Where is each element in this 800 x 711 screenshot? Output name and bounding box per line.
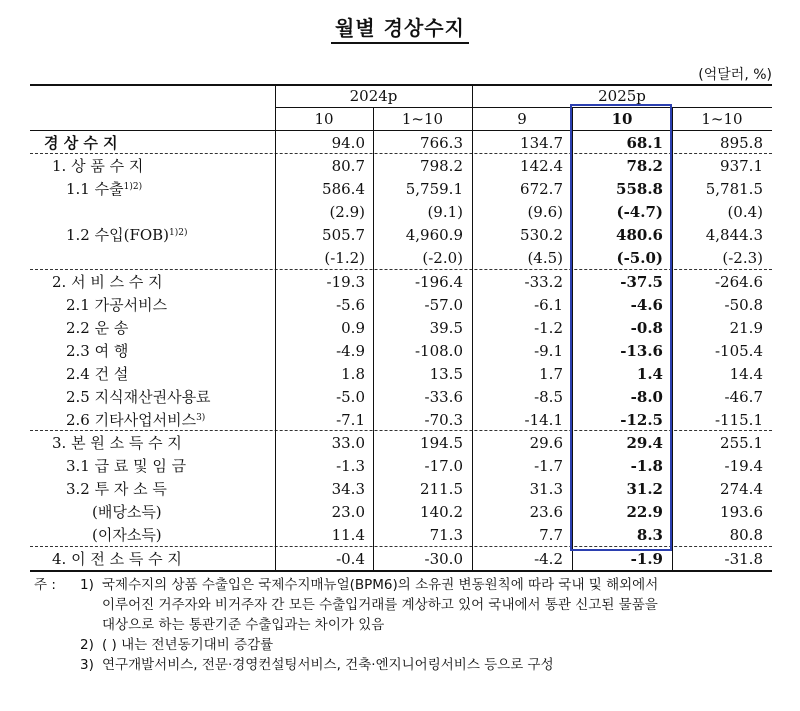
footnote-1-line-2: 이루어진 거주자와 비거주자 간 모든 수출입거래를 계상하고 있어 국내에서 통관 신고된 물품을 — [102, 597, 658, 613]
table-cell: 5,781.5 — [705, 180, 763, 198]
header-2024-ytd: 1~10 — [401, 110, 444, 128]
row-label — [52, 548, 182, 570]
table-cell: 194.5 — [420, 434, 463, 452]
footnote-1-line-3: 대상으로 하는 통관기준 수출입과는 차이가 있음 — [102, 617, 385, 633]
header-2025-month: 10 — [611, 110, 633, 128]
table-cell: 274.4 — [720, 480, 763, 498]
table-cell: -50.8 — [724, 296, 763, 314]
header-2024-month: 10 — [314, 110, 334, 128]
header-2025-prev-month: 9 — [517, 110, 527, 128]
table-cell: 31.2 — [626, 480, 663, 498]
table-cell: (9.6) — [527, 203, 563, 221]
row-label — [66, 317, 128, 339]
row-label-text: (배당소득) — [92, 503, 162, 521]
table-cell: 8.3 — [636, 526, 663, 544]
table-cell: (4.5) — [527, 249, 563, 267]
table-cell: -13.6 — [620, 342, 663, 360]
table-cell: 1.8 — [341, 365, 365, 383]
table-cell: -264.6 — [714, 273, 763, 291]
table-cell: 80.7 — [331, 157, 365, 175]
row-label-text: 1.2 수입(FOB) — [66, 226, 170, 244]
table-cell: 34.3 — [331, 480, 365, 498]
table-cell: 13.5 — [429, 365, 463, 383]
table-cell: 31.3 — [529, 480, 563, 498]
table-cell: 1.4 — [636, 365, 663, 383]
table-cell: 586.4 — [322, 180, 365, 198]
table-cell: 7.7 — [539, 526, 563, 544]
table-cell: 33.0 — [331, 434, 365, 452]
table-cell: -31.8 — [724, 550, 763, 568]
table-cell: -70.3 — [424, 411, 463, 429]
row-label — [52, 432, 182, 454]
table-cell: -105.4 — [714, 342, 763, 360]
table-cell: 21.9 — [729, 319, 763, 337]
header-year-2025: 2025p — [598, 87, 646, 105]
table-cell: (-1.2) — [324, 249, 365, 267]
footnote-marker: 1)2) — [123, 182, 143, 192]
table-cell: -5.0 — [336, 388, 365, 406]
table-cell: -8.5 — [534, 388, 563, 406]
table-cell: -4.6 — [630, 296, 663, 314]
table-cell: -1.2 — [534, 319, 563, 337]
row-label — [66, 340, 128, 362]
table-cell: 480.6 — [616, 226, 663, 244]
row-label — [66, 478, 167, 500]
table-cell: -115.1 — [714, 411, 763, 429]
table-cell: 4,844.3 — [705, 226, 763, 244]
footnote-3-number: 3) — [80, 657, 94, 673]
table-cell: (-4.7) — [616, 203, 663, 221]
table-cell: 4,960.9 — [405, 226, 463, 244]
footnote-3: 연구개발서비스, 전문·경영컨설팅서비스, 건축·엔지니어링서비스 등으로 구성 — [102, 657, 554, 673]
table-cell: -14.1 — [524, 411, 563, 429]
table-cell: -108.0 — [414, 342, 463, 360]
table-cell: -46.7 — [724, 388, 763, 406]
table-cell: -1.3 — [336, 457, 365, 475]
table-cell: 94.0 — [331, 134, 365, 152]
table-cell: -19.4 — [724, 457, 763, 475]
table-cell: -0.8 — [630, 319, 663, 337]
table-cell: 29.6 — [529, 434, 563, 452]
footnote-2-number: 2) — [80, 637, 94, 653]
row-label-text: 3.1 급 료 및 임 금 — [66, 457, 187, 475]
footnote-marker: 1)2) — [169, 228, 188, 238]
row-label-text: 3.2 투 자 소 득 — [66, 480, 167, 498]
table-cell: (-2.0) — [422, 249, 463, 267]
row-label-text: 2.5 지식재산권사용료 — [66, 388, 211, 406]
page-title: 월별 경상수지 — [0, 12, 800, 41]
row-label-text: 2.6 기타사업서비스 — [66, 411, 197, 429]
table-cell: 1.7 — [539, 365, 563, 383]
footnote-marker: 3) — [196, 413, 206, 423]
table-cell: -1.8 — [630, 457, 663, 475]
table-cell: -4.9 — [336, 342, 365, 360]
table-cell: 558.8 — [616, 180, 663, 198]
row-label — [44, 132, 118, 154]
table-bottom-border — [30, 570, 772, 572]
footnote-1-line-1: 국제수지의 상품 수출입은 국제수지매뉴얼(BPM6)의 소유권 변동원칙에 따라 국내 및 해외에서 — [102, 577, 659, 593]
table-cell: 672.7 — [520, 180, 563, 198]
table-cell: -196.4 — [414, 273, 463, 291]
row-label — [66, 455, 186, 477]
table-cell: -1.9 — [630, 550, 663, 568]
table-cell: 68.1 — [626, 134, 663, 152]
row-label — [66, 178, 142, 200]
table-cell: 80.8 — [729, 526, 763, 544]
row-label-text: 2.2 운 송 — [66, 319, 129, 337]
table-cell: -9.1 — [534, 342, 563, 360]
table-cell: -6.1 — [534, 296, 563, 314]
table-cell: 14.4 — [729, 365, 763, 383]
table-cell: 5,759.1 — [405, 180, 463, 198]
table-cell: 11.4 — [331, 526, 365, 544]
table-cell: 0.9 — [341, 319, 365, 337]
table-cell: (9.1) — [427, 203, 463, 221]
table-cell: (0.4) — [727, 203, 763, 221]
table-cell: (-5.0) — [616, 249, 663, 267]
table-cell: 23.6 — [529, 503, 563, 521]
table-cell: 530.2 — [520, 226, 563, 244]
row-label-text: 1.1 수출 — [66, 180, 124, 198]
header-year-2024: 2024p — [349, 87, 398, 105]
table-cell: (2.9) — [329, 203, 365, 221]
unit-label: (억달러, %) — [698, 67, 772, 83]
row-label-text: 2.3 여 행 — [66, 342, 129, 360]
table-cell: 895.8 — [720, 134, 763, 152]
row-label-text: 경 상 수 지 — [44, 134, 118, 152]
table-cell: -19.3 — [326, 273, 365, 291]
footnote-prefix: 주 : — [34, 577, 56, 593]
table-cell: -5.6 — [336, 296, 365, 314]
footnote-2: ( ) 내는 전년동기대비 증감률 — [102, 637, 274, 653]
row-label — [66, 409, 205, 431]
table-cell: (-2.3) — [722, 249, 763, 267]
table-cell: 142.4 — [520, 157, 563, 175]
row-label — [66, 386, 211, 408]
header-2025-ytd: 1~10 — [701, 110, 743, 128]
row-label — [52, 271, 163, 293]
table-cell: 211.5 — [420, 480, 463, 498]
footnote-1-number: 1) — [80, 577, 94, 593]
row-label-text: (이자소득) — [92, 526, 162, 544]
table-cell: 134.7 — [520, 134, 563, 152]
table-cell: -33.2 — [524, 273, 563, 291]
row-label-text: 4. 이 전 소 득 수 지 — [52, 550, 182, 568]
table-cell: -1.7 — [534, 457, 563, 475]
table-cell: 78.2 — [626, 157, 663, 175]
table-cell: -33.6 — [424, 388, 463, 406]
row-label — [66, 224, 188, 246]
table-cell: 71.3 — [429, 526, 463, 544]
table-cell: 140.2 — [420, 503, 463, 521]
current-month-highlight — [570, 104, 672, 551]
table-cell: 193.6 — [720, 503, 763, 521]
table-cell: 23.0 — [331, 503, 365, 521]
row-label-text: 3. 본 원 소 득 수 지 — [52, 434, 182, 452]
table-cell: 22.9 — [626, 503, 663, 521]
table-cell: -7.1 — [336, 411, 365, 429]
row-label — [92, 501, 162, 523]
table-cell: 29.4 — [626, 434, 663, 452]
row-label-text: 2.4 건 설 — [66, 365, 129, 383]
table-cell: 798.2 — [420, 157, 463, 175]
table-cell: -57.0 — [424, 296, 463, 314]
row-label — [52, 155, 143, 177]
table-cell: 766.3 — [420, 134, 463, 152]
table-cell: -37.5 — [620, 273, 663, 291]
row-label — [66, 363, 128, 385]
table-cell: 39.5 — [429, 319, 463, 337]
table-cell: -8.0 — [630, 388, 663, 406]
table-cell: 505.7 — [322, 226, 365, 244]
row-label-text: 2. 서 비 스 수 지 — [52, 273, 163, 291]
table-cell: -30.0 — [424, 550, 463, 568]
row-label-text: 2.1 가공서비스 — [66, 296, 168, 314]
table-cell: 937.1 — [720, 157, 763, 175]
row-label — [66, 294, 167, 316]
row-label — [92, 524, 162, 546]
table-cell: -4.2 — [534, 550, 563, 568]
table-cell: -17.0 — [424, 457, 463, 475]
table-cell: -12.5 — [620, 411, 663, 429]
row-label-text: 1. 상 품 수 지 — [52, 157, 144, 175]
table-cell: 255.1 — [720, 434, 763, 452]
table-cell: -0.4 — [336, 550, 365, 568]
